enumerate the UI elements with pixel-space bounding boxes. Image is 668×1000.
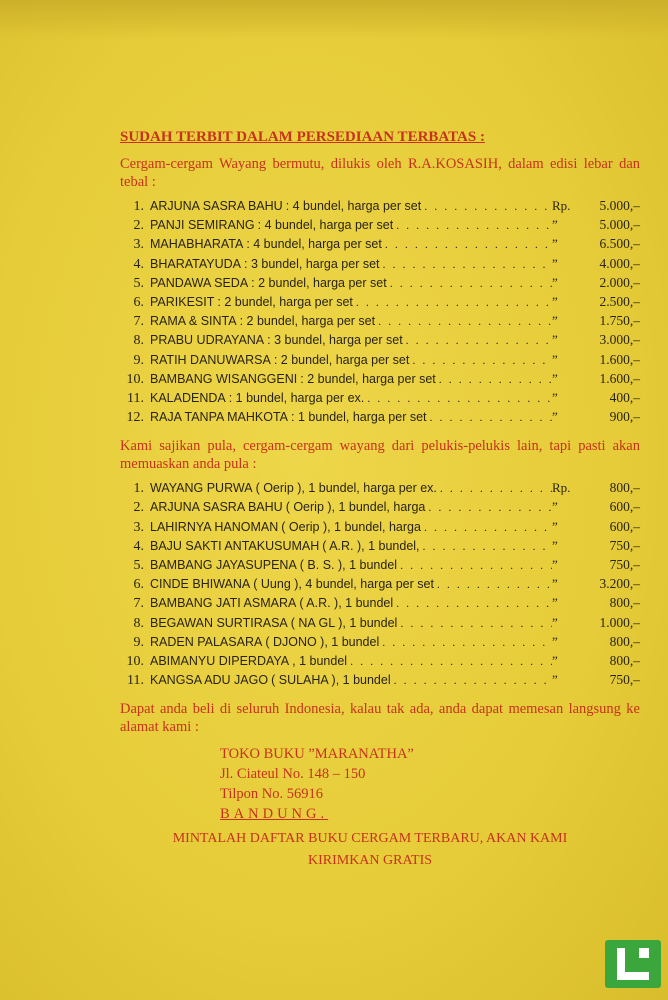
book-title: ABIMANYU DIPERDAYA: [150, 653, 290, 668]
book-price: 6.500,–: [599, 236, 640, 252]
currency: ”: [552, 274, 558, 290]
store-city: BANDUNG.: [220, 806, 329, 823]
item-number: 12.: [126, 410, 144, 426]
book-price: 2.500,–: [599, 293, 640, 309]
dot-leader: [393, 597, 552, 609]
book-description: : 3 bundel, harga per set: [267, 333, 403, 348]
book-description: : 2 bundel, harga per set: [217, 294, 353, 309]
dot-leader: [353, 296, 552, 308]
book-description: ( A.R. ), 1 bundel,: [322, 538, 420, 553]
book-description: ( Uung ), 4 bundel, harga per set: [253, 577, 434, 592]
book-title: CINDE BHIWANA: [150, 577, 251, 592]
book-description: ( B. S. ), 1 bundel: [299, 558, 398, 572]
dot-leader: [380, 258, 552, 270]
item-number: 11.: [127, 390, 144, 406]
item-number: 1.: [133, 199, 144, 214]
list-item: [110, 654, 640, 673]
heading: SUDAH TERBIT DALAM PERSEDIAAN TERBATAS :: [120, 129, 485, 145]
currency: ”: [552, 576, 558, 592]
book-description: : 1 bundel, harga per ex.: [228, 390, 365, 405]
advertisement-text: [110, 130, 640, 872]
book-description: : 4 bundel, harga per set: [246, 237, 382, 252]
book-description: : 2 bundel, harga per set: [239, 314, 376, 329]
book-description: ( DJONO ), 1 bundel: [265, 634, 380, 649]
currency: ”: [552, 255, 558, 271]
item-number: 4.: [133, 256, 144, 272]
currency: ”: [552, 217, 558, 233]
currency: ”: [552, 409, 558, 425]
currency: Rp.: [552, 480, 571, 496]
item-number: 6.: [133, 577, 144, 593]
item-number: 5.: [133, 275, 144, 291]
book-title: MAHABHARATA: [150, 237, 244, 252]
currency: Rp.: [552, 198, 571, 213]
item-number: 1.: [133, 481, 144, 497]
item-number: 2.: [133, 218, 144, 234]
dot-leader: [403, 334, 552, 346]
store-name: TOKO BUKU ”MARANATHA”: [220, 746, 414, 763]
footer-line-1: MINTALAH DAFTAR BUKU CERGAM TERBARU, AKAN KAMI: [172, 831, 568, 847]
book-price: 800,–: [609, 480, 640, 496]
book-description: : 4 bundel, harga per set: [285, 199, 422, 213]
list-item: [110, 199, 640, 218]
book-price: 2.000,–: [599, 274, 640, 290]
book-price: 1.600,–: [599, 370, 640, 386]
currency: ”: [552, 537, 558, 553]
list-item: [110, 314, 640, 333]
dot-leader: [364, 392, 552, 404]
dot-leader: [347, 655, 552, 667]
currency: ”: [552, 595, 558, 611]
item-number: 10.: [126, 371, 144, 387]
book-price: 1.000,–: [599, 614, 640, 630]
currency: ”: [552, 332, 558, 348]
list-item: [110, 539, 640, 558]
book-title: LAHIRNYA HANOMAN: [150, 519, 279, 534]
book-title: PRABU UDRAYANA: [150, 333, 265, 348]
currency: ”: [552, 389, 558, 405]
dot-leader: [409, 354, 552, 366]
list-item: [110, 333, 640, 352]
item-number: 3.: [133, 237, 144, 253]
book-price: 600,–: [609, 518, 640, 534]
store-phone: Tilpon No. 56916: [220, 786, 324, 803]
book-title: BAMBANG JAYASUPENA: [150, 558, 297, 572]
book-description: : 4 bundel, harga per set: [257, 218, 394, 233]
book-title: ARJUNA SASRA BAHU: [150, 199, 283, 213]
book-title: KALADENDA: [150, 390, 226, 405]
list-item: [110, 616, 640, 635]
dot-leader: [397, 617, 552, 629]
book-description: ( A.R. ), 1 bundel: [299, 596, 394, 611]
item-number: 9.: [133, 352, 144, 368]
dot-leader: [436, 373, 552, 385]
item-number: 6.: [133, 294, 144, 310]
intro-1: Cergam-cergam Wayang bermutu, dilukis oleh R.A.KOSASIH, dalam edisi lebar dan tebal :: [120, 156, 640, 190]
order-info: Dapat anda beli di seluruh Indonesia, kalau tak ada, anda dapat memesan langsung ke alamat kami :: [120, 701, 640, 736]
book-description: : 3 bundel, harga per set: [244, 256, 380, 271]
book-title: PANDAWA SEDA: [150, 275, 249, 290]
currency: ”: [552, 293, 558, 309]
footer-line-2: KIRIMKAN GRATIS: [307, 853, 433, 869]
item-number: 7.: [133, 314, 144, 330]
currency: ”: [552, 236, 558, 252]
currency: ”: [552, 351, 558, 367]
book-title: PANJI SEMIRANG: [150, 218, 255, 233]
book-price: 5.000,–: [599, 217, 640, 233]
book-title: RADEN PALASARA: [150, 634, 263, 649]
list-item: [110, 295, 640, 314]
list-item: [110, 481, 640, 500]
store-street: Jl. Ciateul No. 148 – 150: [220, 766, 366, 783]
item-number: 5.: [133, 558, 144, 573]
book-title: BEGAWAN SURTIRASA: [150, 615, 288, 630]
currency: ”: [552, 652, 558, 668]
book-title: RATIH DANUWARSA: [150, 352, 271, 367]
list-item: [110, 577, 640, 596]
intro-2: Kami sajikan pula, cergam-cergam wayang dari pelukis-pelukis lain, tapi pasti akan memuaskan anda pula :: [120, 438, 640, 473]
book-price: 4.000,–: [599, 255, 640, 271]
book-description: : 2 bundel, harga per set: [273, 352, 410, 367]
dot-leader: [427, 411, 552, 423]
dot-leader: [391, 674, 552, 686]
book-description: : 2 bundel, harga per set: [251, 275, 387, 290]
book-title: BAMBANG JATI ASMARA: [150, 596, 297, 611]
item-number: 7.: [133, 596, 144, 612]
currency: ”: [552, 499, 558, 515]
book-description: ( Oerip ), 1 bundel, harga: [285, 500, 426, 515]
book-price: 5.000,–: [599, 198, 640, 213]
book-description: , 1 bundel: [292, 653, 348, 668]
catalog-logo-icon: [605, 940, 661, 988]
book-price: 800,–: [609, 652, 640, 668]
book-price: 1.600,–: [599, 351, 640, 367]
book-price: 3.000,–: [599, 332, 640, 348]
dot-leader: [379, 636, 552, 648]
list-item: [110, 237, 640, 256]
currency: ”: [552, 672, 558, 688]
footer-note: [90, 828, 650, 872]
book-price: 400,–: [609, 389, 640, 405]
list-item: [110, 353, 640, 372]
item-number: 11.: [127, 673, 144, 689]
dot-leader: [382, 238, 552, 250]
list-item: [110, 635, 640, 654]
list-item: [110, 391, 640, 410]
book-price: 800,–: [609, 633, 640, 649]
book-title: BAMBANG WISANGGENI: [150, 371, 298, 386]
list-item: [110, 673, 640, 692]
book-price: 750,–: [609, 537, 640, 553]
book-price: 750,–: [609, 557, 640, 572]
book-price: 900,–: [609, 409, 640, 425]
book-title: RAJA TANPA MAHKOTA: [150, 410, 288, 425]
dot-leader: [397, 559, 552, 571]
item-number: 4.: [133, 538, 144, 554]
list-item: [110, 520, 640, 539]
item-number: 3.: [133, 519, 144, 535]
kosasih-book-list: [110, 199, 640, 429]
list-item: [110, 257, 640, 276]
currency: ”: [552, 370, 558, 386]
list-item: [110, 276, 640, 295]
list-item: [110, 218, 640, 237]
book-title: WAYANG PURWA: [150, 481, 253, 496]
dot-leader: [393, 219, 552, 231]
book-description: ( NA GL ), 1 bundel: [290, 615, 398, 630]
list-item: [110, 500, 640, 519]
item-number: 9.: [133, 634, 144, 650]
book-description: : 2 bundel, harga per set: [300, 371, 436, 386]
currency: ”: [552, 557, 558, 572]
book-title: KANGSA ADU JAGO: [150, 673, 269, 688]
dot-leader: [375, 315, 552, 327]
book-price: 800,–: [609, 595, 640, 611]
currency: ”: [552, 614, 558, 630]
currency: ”: [552, 633, 558, 649]
list-item: [110, 596, 640, 615]
book-title: RAMA & SINTA: [150, 314, 237, 329]
other-artists-book-list: [110, 481, 640, 692]
dot-leader: [437, 482, 552, 494]
store-address: [220, 744, 640, 824]
currency: ”: [552, 518, 558, 534]
book-title: BAJU SAKTI ANTAKUSUMAH: [150, 538, 320, 553]
worn-edge: [0, 0, 668, 40]
list-item: [110, 558, 640, 577]
item-number: 8.: [133, 333, 144, 349]
book-price: 1.750,–: [599, 313, 640, 329]
dot-leader: [387, 277, 552, 289]
dot-leader: [425, 501, 552, 513]
book-price: 750,–: [609, 672, 640, 688]
dot-leader: [421, 200, 552, 212]
dot-leader: [420, 540, 552, 552]
dot-leader: [421, 521, 552, 533]
dot-leader: [434, 578, 552, 590]
book-price: 3.200,–: [599, 576, 640, 592]
item-number: 2.: [133, 500, 144, 516]
book-title: BHARATAYUDA: [150, 256, 241, 271]
item-number: 10.: [126, 653, 144, 669]
item-number: 8.: [133, 615, 144, 631]
list-item: [110, 372, 640, 391]
book-title: PARIKESIT: [150, 294, 215, 309]
book-description: ( Oerip ), 1 bundel, harga per ex.: [255, 481, 437, 496]
book-description: : 1 bundel, harga per set: [291, 410, 427, 425]
book-description: ( SULAHA ), 1 bundel: [271, 673, 391, 688]
currency: ”: [552, 313, 558, 329]
list-item: [110, 410, 640, 429]
book-title: ARJUNA SASRA BAHU: [150, 500, 283, 515]
book-description: ( Oerip ), 1 bundel, harga: [281, 519, 421, 534]
book-price: 600,–: [609, 499, 640, 515]
